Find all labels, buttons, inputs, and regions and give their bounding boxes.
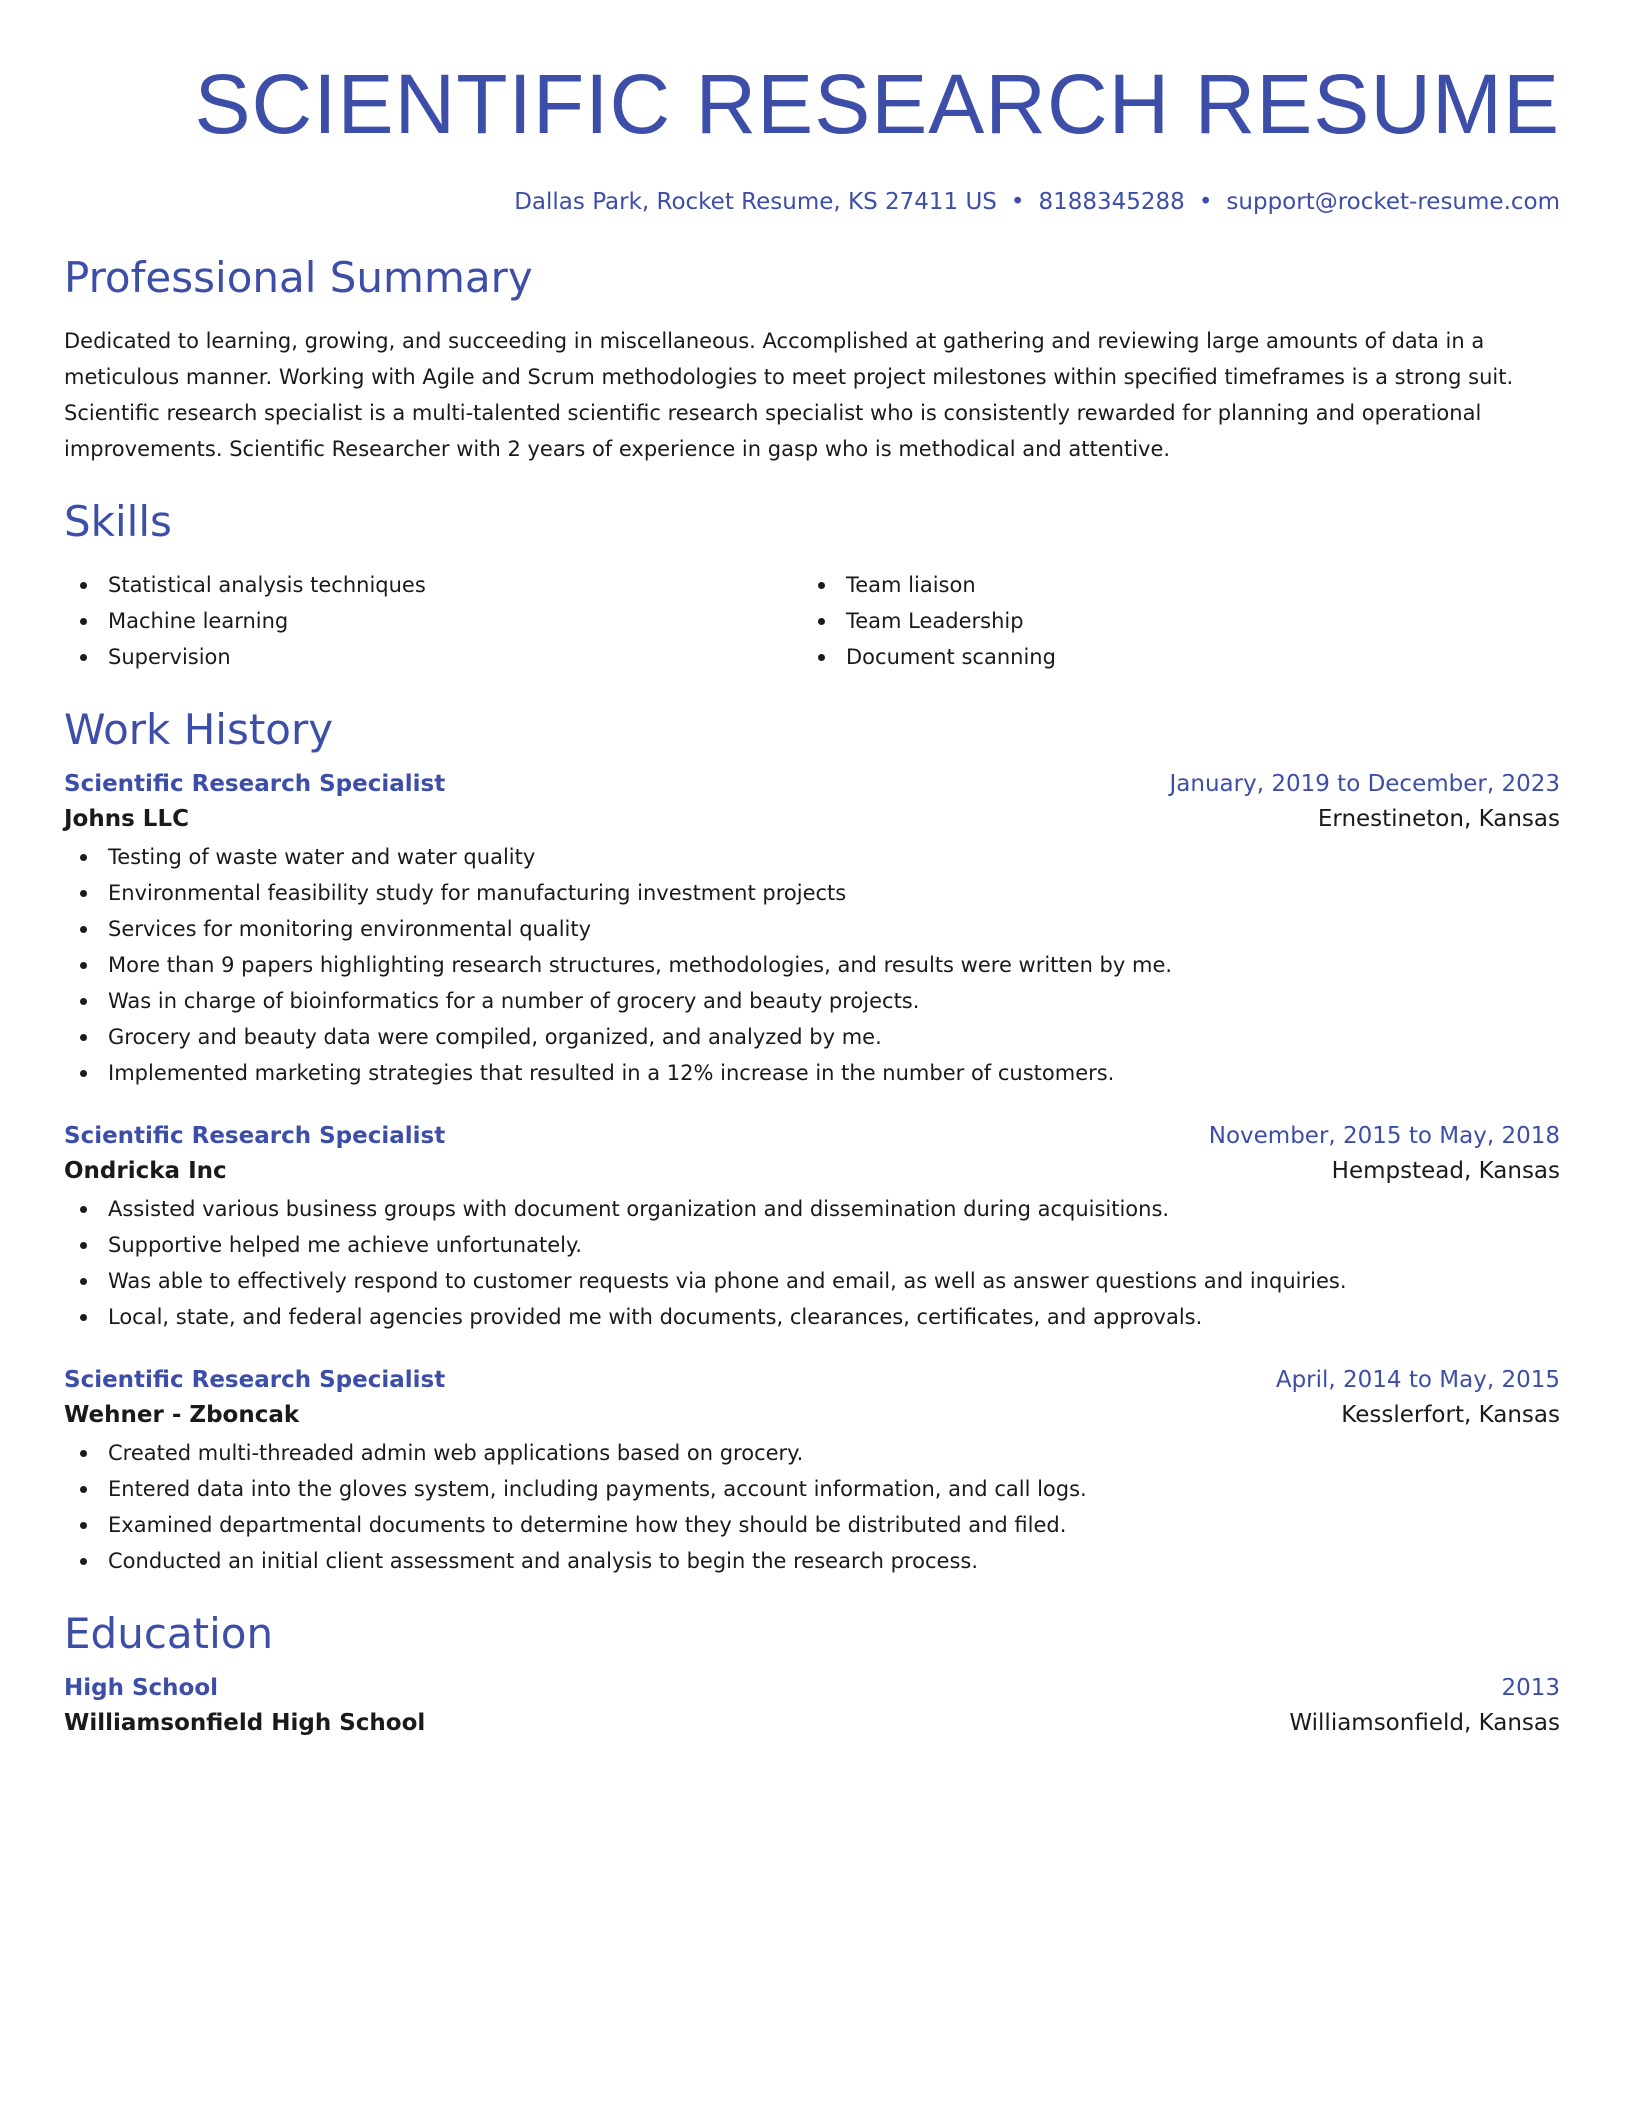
job-company-row [64, 1151, 1560, 1191]
summary-heading: Professional Summary [64, 253, 533, 302]
summary-text: Dedicated to learning, growing, and succeeding in miscellaneous. Accomplished at gathering and reviewing large amounts of data in a meticulous manner. Working with Agile and Scrum methodologies to meet project milestones within specified timeframes is a strong suit. Scientific research specialist is a multi-talented scientific research specialist who is consistently rewarded for planning and operational improvements. Scientific Researcher with 2 years of experience in gasp who is methodical and attentive. [64, 329, 1514, 461]
contact-address: Dallas Park, Rocket Resume, KS 27411 US [514, 189, 997, 215]
resume-header [64, 0, 1560, 216]
skills-heading: Skills [64, 497, 172, 546]
job-company: Wehner - Zboncak [64, 1402, 300, 1428]
job-bullet: Created multi-threaded admin web applications based on grocery. [64, 1435, 1560, 1471]
job-bullet: Grocery and beauty data were compiled, organized, and analyzed by me. [64, 1019, 1560, 1055]
job-entry [64, 1365, 1560, 1579]
job-header-row [64, 1121, 1560, 1151]
job-bullet: More than 9 papers highlighting research structures, methodologies, and results were written by me. [64, 947, 1560, 983]
job-entry [64, 769, 1560, 1091]
job-bullet: Testing of waste water and water quality [64, 839, 1560, 875]
job-dates: January, 2019 to December, 2023 [1169, 771, 1560, 797]
contact-email: support@rocket-resume.com [1226, 189, 1560, 215]
work-history-heading: Work History [64, 705, 334, 754]
job-bullet: Assisted various business groups with document organization and dissemination during acquisitions. [64, 1191, 1560, 1227]
skill-item: Supervision [64, 639, 802, 675]
job-bullet: Supportive helped me achieve unfortunately. [64, 1227, 1560, 1263]
education-school-row [64, 1703, 1560, 1743]
job-location: Ernestineton, Kansas [1317, 806, 1560, 832]
skill-item: Statistical analysis techniques [64, 567, 802, 603]
job-bullet: Implemented marketing strategies that resulted in a 12% increase in the number of customers. [64, 1055, 1560, 1091]
job-bullet: Was in charge of bioinformatics for a number of grocery and beauty projects. [64, 983, 1560, 1019]
job-company: Ondricka Inc [64, 1158, 227, 1184]
job-company-row [64, 1395, 1560, 1435]
job-location: Hempstead, Kansas [1331, 1158, 1560, 1184]
job-bullet: Conducted an initial client assessment and analysis to begin the research process. [64, 1543, 1560, 1579]
job-dates: November, 2015 to May, 2018 [1208, 1123, 1560, 1149]
job-role: Scientific Research Specialist [64, 771, 446, 797]
job-role: Scientific Research Specialist [64, 1367, 446, 1393]
contact-phone: 8188345288 [1038, 189, 1185, 215]
job-dates: April, 2014 to May, 2015 [1275, 1367, 1560, 1393]
job-header-row [64, 769, 1560, 799]
job-role: Scientific Research Specialist [64, 1123, 446, 1149]
skill-item: Document scanning [802, 639, 1540, 675]
skill-item: Machine learning [64, 603, 802, 639]
job-bullet-list [64, 1435, 1560, 1579]
education-year: 2013 [1501, 1675, 1560, 1701]
job-bullet-list [64, 1191, 1560, 1335]
job-bullet: Examined departmental documents to determine how they should be distributed and filed. [64, 1507, 1560, 1543]
job-bullet: Entered data into the gloves system, including payments, account information, and call logs. [64, 1471, 1560, 1507]
education-school: Williamsonfield High School [64, 1710, 426, 1736]
job-company: Johns LLC [64, 806, 189, 832]
job-header-row [64, 1365, 1560, 1395]
skills-column-left [64, 567, 802, 675]
contact-line [64, 188, 1560, 216]
skills-list [64, 567, 1560, 675]
job-location: Kesslerfort, Kansas [1341, 1402, 1560, 1428]
resume-title: SCIENTIFIC RESEARCH RESUME [194, 57, 1560, 151]
contact-separator: • [1010, 189, 1025, 215]
job-bullet: Local, state, and federal agencies provided me with documents, clearances, certificates, and approvals. [64, 1299, 1560, 1335]
resume-page [64, 0, 1560, 1743]
job-bullet: Was able to effectively respond to customer requests via phone and email, as well as answer questions and inquiries. [64, 1263, 1560, 1299]
job-company-row [64, 799, 1560, 839]
skill-item: Team liaison [802, 567, 1540, 603]
job-bullet: Services for monitoring environmental quality [64, 911, 1560, 947]
job-bullet: Environmental feasibility study for manufacturing investment projects [64, 875, 1560, 911]
skill-item: Team Leadership [802, 603, 1540, 639]
job-bullet-list [64, 839, 1560, 1091]
education-entry [64, 1673, 1560, 1743]
skills-column-right [802, 567, 1540, 675]
education-header-row [64, 1673, 1560, 1703]
contact-separator: • [1198, 189, 1213, 215]
education-heading: Education [64, 1609, 274, 1658]
education-degree: High School [64, 1675, 219, 1701]
education-location: Williamsonfield, Kansas [1289, 1710, 1560, 1736]
job-entry [64, 1121, 1560, 1335]
